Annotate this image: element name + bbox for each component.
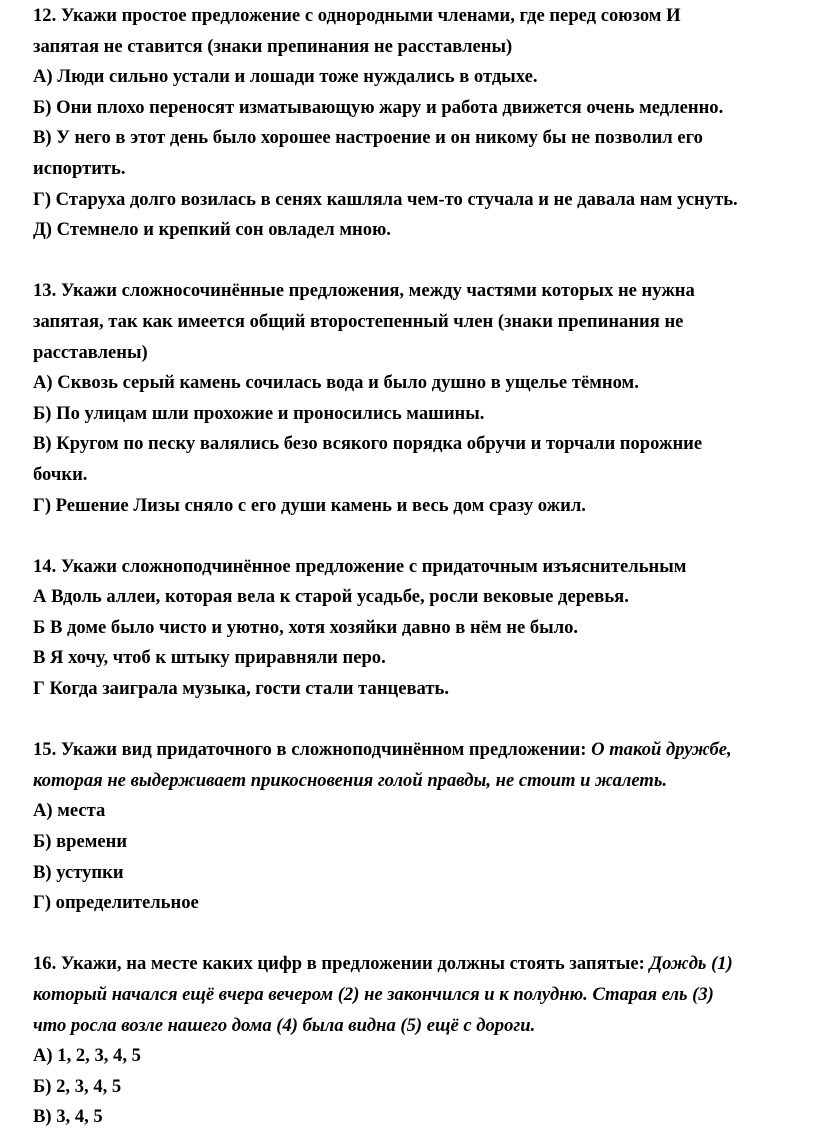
question-16-prompt: 16. Укажи, на месте каких цифр в предложении должны стоять запятые: (33, 953, 650, 975)
question-12 (33, 1, 813, 246)
question-12-option-v: В) У него в этот день было хорошее настроение и он никому бы не позволил его (33, 127, 703, 149)
question-16-option-b: Б) 2, 3, 4, 5 (33, 1075, 122, 1097)
question-15-prompt: 15. Укажи вид придаточного в сложноподчинённом предложении: (33, 739, 592, 761)
question-12-option-a: А) Люди сильно устали и лошади тоже нуждались в отдыхе. (33, 66, 538, 88)
question-16 (33, 949, 813, 1133)
question-14-option-v: В Я хочу, чтоб к штыку приравняли перо. (33, 647, 386, 669)
spacer (33, 521, 813, 552)
question-13-option-b: Б) По улицам шли прохожие и проносились машины. (33, 402, 485, 424)
question-14-text: 14. Укажи сложноподчинённое предложение с придаточным изъяснительным (33, 555, 687, 577)
question-12-option-g: Г) Старуха долго возилась в сенях кашляла чем-то стучала и не давала нам уснуть. (33, 188, 738, 210)
spacer (33, 246, 813, 277)
question-15-text-line-1 (33, 735, 813, 766)
question-13-text-line-1: 13. Укажи сложносочинённые предложения, между частями которых не нужна (33, 280, 695, 302)
question-15-option-v: В) уступки (33, 861, 124, 883)
question-14-option-b: Б В доме было чисто и уютно, хотя хозяйки давно в нём не было. (33, 616, 579, 638)
question-12-text-line-2: запятая не ставится (знаки препинания не расставлены) (33, 35, 513, 57)
question-15-sentence-part-2: которая не выдерживает прикосновения голой правды, не стоит и жалеть. (33, 769, 668, 791)
question-15-option-b: Б) времени (33, 831, 128, 853)
question-12-option-d: Д) Стемнело и крепкий сон овладел мною. (33, 219, 391, 241)
question-13-option-v: В) Кругом по песку валялись безо всякого порядка обручи и торчали порожние (33, 433, 703, 455)
spacer (33, 705, 813, 736)
question-12-option-v-continued: испортить. (33, 157, 126, 179)
question-13-option-a: А) Сквозь серый камень сочилась вода и было душно в ущелье тёмном. (33, 372, 639, 394)
question-16-option-a: А) 1, 2, 3, 4, 5 (33, 1045, 141, 1067)
question-16-sentence-part-1: Дождь (1) (649, 953, 733, 975)
question-15-sentence-part-1: О такой дружбе, (591, 739, 732, 761)
question-16-option-v: В) 3, 4, 5 (33, 1106, 103, 1128)
question-14-option-g: Г Когда заиграла музыка, гости стали танцевать. (33, 678, 449, 700)
question-16-sentence-part-2: который начался ещё вчера вечером (2) не закончился и к полудню. Старая ель (3) (33, 984, 714, 1005)
question-16-text-line-1 (33, 949, 813, 980)
document-page (33, 0, 813, 1133)
question-15-option-g: Г) определительное (33, 892, 199, 914)
question-16-sentence-part-3: что росла возле нашего дома (4) была видна (5) ещё с дороги. (33, 1014, 536, 1036)
question-13 (33, 276, 813, 521)
question-14 (33, 552, 813, 705)
question-12-option-b: Б) Они плохо переносят изматывающую жару и работа движется очень медленно. (33, 96, 724, 118)
question-15 (33, 735, 813, 919)
question-13-option-g: Г) Решение Лизы сняло с его души камень и весь дом сразу ожил. (33, 494, 586, 516)
question-13-text-line-3: расставлены) (33, 341, 148, 363)
question-12-text-line-1: 12. Укажи простое предложение с однородными членами, где перед союзом И (33, 5, 681, 26)
spacer (33, 919, 813, 950)
question-15-option-a: А) места (33, 800, 106, 822)
question-14-option-a: А Вдоль аллеи, которая вела к старой усадьбе, росли вековые деревья. (33, 586, 629, 608)
question-13-option-v-continued: бочки. (33, 463, 88, 485)
question-13-text-line-2: запятая, так как имеется общий второстепенный член (знаки препинания не (33, 310, 684, 332)
